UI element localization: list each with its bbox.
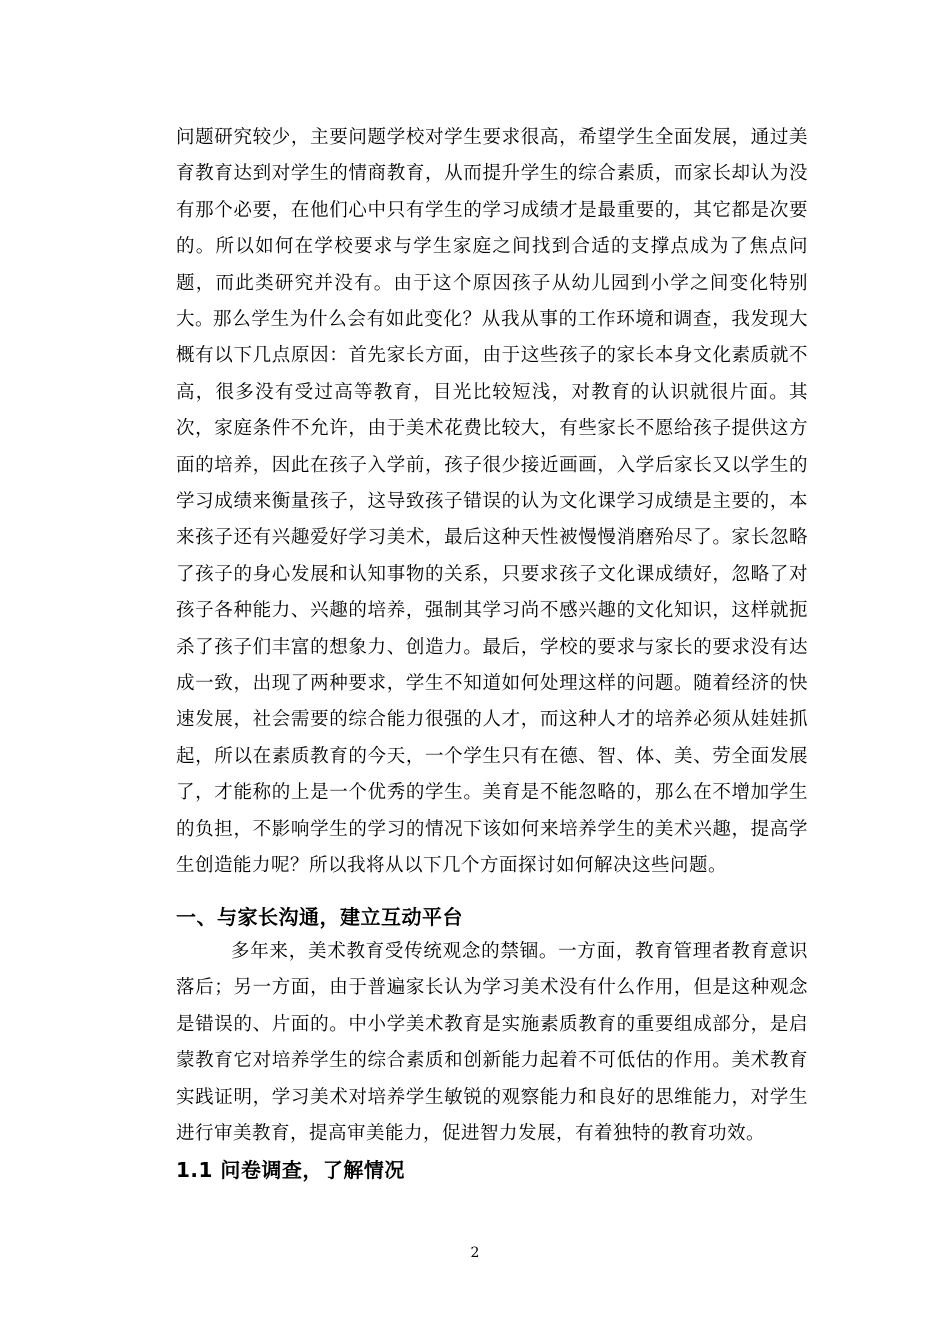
body-paragraph-1: 问题研究较少，主要问题学校对学生要求很高，希望学生全面发展，通过美育教育达到对学生的情商教育，从而提升学生的综合素质，而家长却认为没有那个必要，在他们心中只有学生的学习成绩才是最重要的，其它都是次要的。所以如何在学校要求与学生家庭之间找到合适的支撑点成为了焦点问题，而此类研究并没有。由于这个原因孩子从幼儿园到小学之间变化特别大。 xyxy=(176,127,808,331)
section-heading: 一、与家长沟通，建立互动平台 xyxy=(176,905,463,929)
body-paragraph-2: 那么学生为什么会有如此变化？从我从事的工作环境和调查，我发现大概有以下几点原因：首先家长方面，由于这些孩子的家长本身文化素质就不高，很多没有受过高等教育，目光比较短浅，对教育的认识就很片面。其次，家庭条件不允许，由于美术花费比较大，有些家长不愿给孩子提供这方面的培养，因此在孩子入学前，孩子很少接近画画，入学后家长又以学生的学习成绩来衡量孩子，这导致孩子错误的认为文化课学习成绩是主要的，本来孩子还有兴趣爱好学习美术，最后这种天性被慢慢消磨殆尽了。家长忽略了孩子的身心发展和认知事物的关系，只要求孩子文化课成绩好，忽略了对孩子各种能力、兴趣的培养，强制其学习尚不感兴趣的文化知识，这样就扼杀了孩子们丰富的想象力、创造力。最后，学校的要求与家长的要求没有达成一致，出现了两种要求，学生不知道如何处理这样的问题。随着经济的快速发展，社会需要的综合能力很强的人才，而这种人才的培养必须从娃娃抓起，所以在素质教育的今天，一个学生只有在德、智、体、美、劳全面发展了，才能称的上是一个优秀的学生。美育是不能忽略的，那么在不增加学生的负担，不影响学生的学习的情况下该如何来培养学生的美术兴趣，提高学生创造能力呢？所以我将从以下几个方面探讨如何解决这些问题。 xyxy=(176,309,808,877)
page-number: 2 xyxy=(470,1245,480,1261)
body-paragraph-3: 多年来，美术教育受传统观念的禁锢。一方面，教育管理者教育意识落后；另一方面，由于普遍家长认为学习美术没有什么作用，但是这种观念是错误的、片面的。中小学美术教育是实施素质教育的重要组成部分，是启蒙教育它对培养学生的综合素质和创新能力起着不可低估的作用。美术教育实践证明，学习美术对培养学生敏锐的观察能力和良好的思维能力，对学生进行审美教育，提高审美能力，促进智力发展，有着独特的教育功效。 xyxy=(176,941,808,1145)
subsection-heading: 1.1 问卷调查，了解情况 xyxy=(176,1158,405,1182)
